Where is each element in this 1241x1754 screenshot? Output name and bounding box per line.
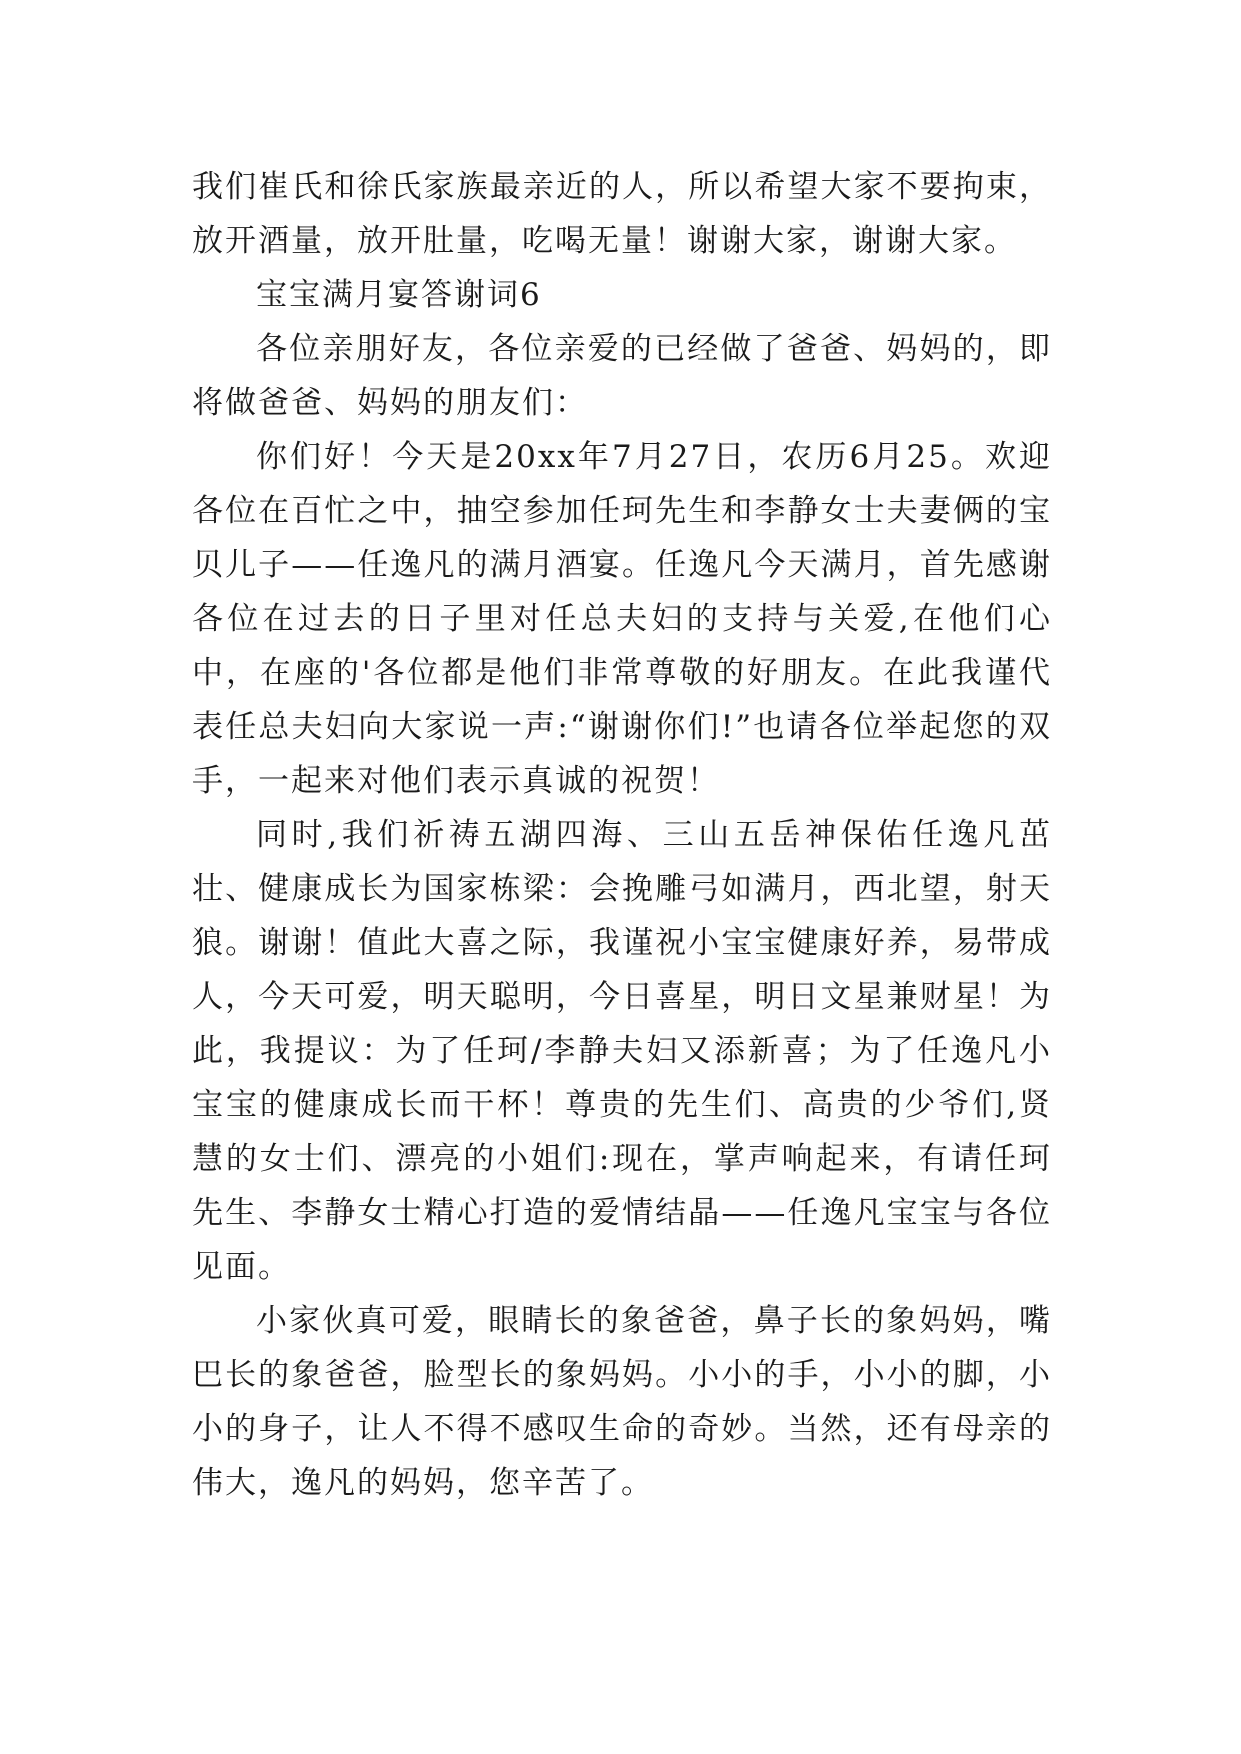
section-title: 宝宝满月宴答谢词6 bbox=[256, 277, 542, 313]
paragraph-continuation: 我们崔氏和徐氏家族最亲近的人，所以希望大家不要拘束，放开酒量，放开肚量，吃喝无量！谢谢大家，谢谢大家。 bbox=[192, 169, 1052, 259]
paragraph-blessing: 同时,我们祈祷五湖四海、三山五岳神保佑任逸凡茁壮、健康成长为国家栋梁：会挽雕弓如满月，西北望，射天狼。谢谢！值此大喜之际，我谨祝小宝宝健康好养，易带成人，今天可爱，明天聪明，今日喜星，明日文星兼财星！为此，我提议：为了任珂/李静夫妇又添新喜；为了任逸凡小宝宝的健康成长而干杯！尊贵的先生们、高贵的少爷们,贤慧的女士们、漂亮的小姐们:现在，掌声响起来，有请任珂先生、李静女士精心打造的爱情结晶——任逸凡宝宝与各位见面。 bbox=[192, 817, 1052, 1285]
paragraph-greeting: 各位亲朋好友，各位亲爱的已经做了爸爸、妈妈的，即将做爸爸、妈妈的朋友们： bbox=[192, 331, 1052, 421]
paragraph-closing: 小家伙真可爱，眼睛长的象爸爸，鼻子长的象妈妈，嘴巴长的象爸爸，脸型长的象妈妈。小小的手，小小的脚，小小的身子，让人不得不感叹生命的奇妙。当然，还有母亲的伟大，逸凡的妈妈，您辛苦了。 bbox=[192, 1303, 1052, 1501]
paragraph-intro: 你们好！今天是20xx年7月27日，农历6月25。欢迎各位在百忙之中，抽空参加任珂先生和李静女士夫妻俩的宝贝儿子——任逸凡的满月酒宴。任逸凡今天满月，首先感谢各位在过去的日子里对任总夫妇的支持与关爱,在他们心中，在座的'各位都是他们非常尊敬的好朋友。在此我谨代表任总夫妇向大家说一声:“谢谢你们!”也请各位举起您的双手，一起来对他们表示真诚的祝贺！ bbox=[192, 439, 1052, 799]
document-body bbox=[192, 160, 1052, 1510]
